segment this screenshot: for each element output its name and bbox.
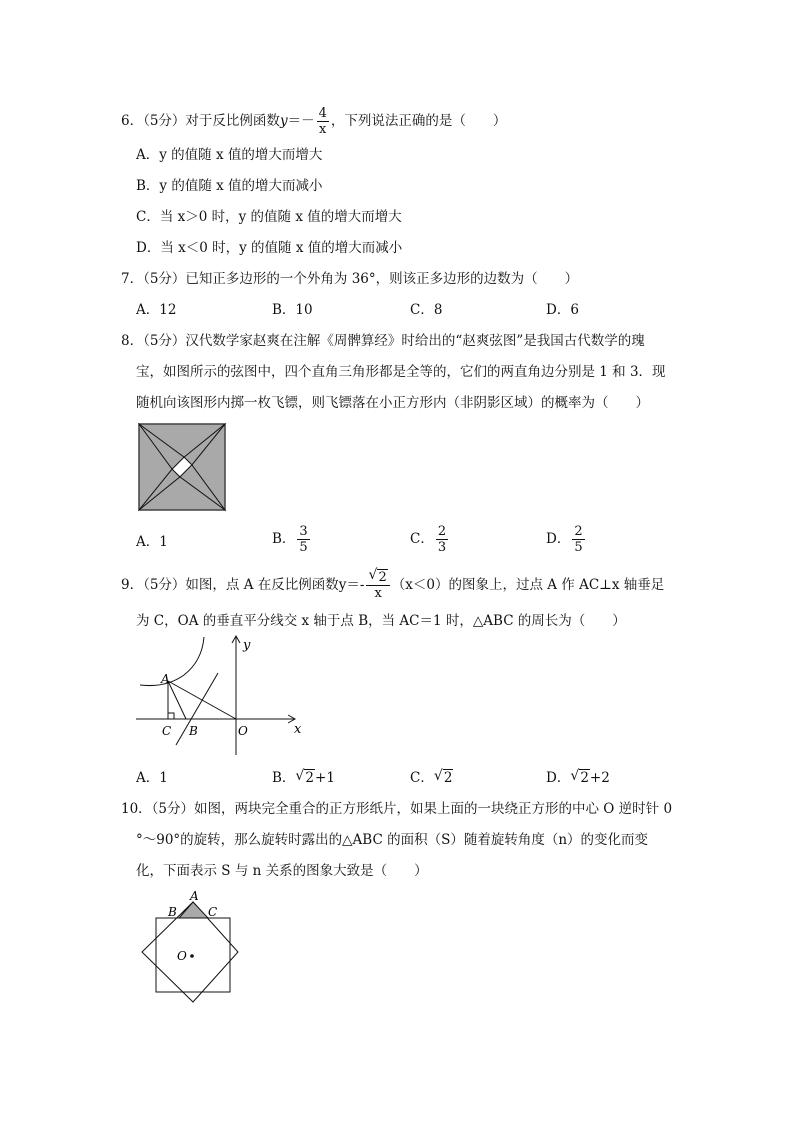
q10-stem-line-3: 化，下面表示 S 与 n 关系的图象大致是（ ） [136,863,428,879]
q8-option-a: A．1 [136,534,168,550]
q10-stem-line-2: °～90°的旋转，那么旋转时露出的△ABC 的面积（S）随着旋转角度（n）的变化而变 [136,832,649,848]
q6-fn-eq: ＝－ [287,113,315,129]
q8-stem-line-1: 8．（5分）汉代数学家赵爽在注解《周髀算经》时给出的“赵爽弦图”是我国古代数学的瑰 [121,333,645,349]
q9-option-a: A．1 [136,770,168,786]
label-b: B [168,905,177,919]
q8-stem-line-3: 随机向该图形内掷一枚飞镖，则飞镖落在小正方形内（非阴影区域）的概率为（ ） [136,395,649,411]
zhao-shuang-figure [138,423,228,513]
q6-fraction: $\frac{4}{x}$ [318,106,327,137]
q6-stem [121,106,506,137]
sqrt-sign-icon: √ [433,768,443,784]
label-a: A [190,889,199,903]
center-point [190,954,194,958]
q7-option-b: B．10 [272,302,313,318]
hyperbola-curve [140,637,204,686]
q6-option-b: B．y 的值随 x 值的增大而减小 [136,178,323,194]
q10-stem-line-1: 10．（5分）如图，两块完全重合的正方形纸片，如果上面的一块绕正方形的中心 O 逆时针 0 [121,801,673,817]
triangle-abc [179,902,208,918]
q10-rotated-squares-figure [134,888,254,1010]
label-c: C [162,724,172,738]
q9-fraction: √ 2 x [366,570,389,601]
label-x: x [294,722,302,737]
q9-option-c: C． √ 2 [410,768,453,786]
q8-option-c: C． $\frac{2}{3}$ [410,524,447,555]
q8-stem-line-2: 宝，如图所示的弦图中，四个直角三角形都是全等的，它们的两直角边分别是 1 和 3．现 [136,364,666,380]
q8-option-b: B． $\frac{3}{5}$ [272,524,308,555]
label-a: A [161,672,170,686]
label-b: B [189,724,198,738]
q9-stem-line-1: 9．（5分）如图，点 A 在反比例函数y＝- √ 2 x （x＜0）的图象上，过点 A 作 AC⊥x 轴垂足 [121,567,665,601]
q7-option-c: C．8 [410,302,443,318]
sqrt-sign-icon: √ [368,567,378,583]
q7-stem: 7．（5分）已知正多边形的一个外角为 36°，则该正多边形的边数为（ ） [121,271,579,287]
q9-coordinate-figure [134,633,306,758]
sqrt-sign-icon: √ [570,768,580,784]
q7-option-a: A．12 [136,302,177,318]
right-angle-mark [168,713,174,719]
label-c: C [208,905,218,919]
q8-option-d: D． $\frac{2}{5}$ [546,524,583,555]
label-y: y [243,638,251,653]
label-o: O [238,724,248,738]
q6-option-c: C．当 x＞0 时，y 的值随 x 值的增大而增大 [136,209,402,225]
q6-prefix: 6．（5分）对于反比例函数 [121,113,280,129]
q7-option-d: D．6 [546,302,579,318]
q6-suffix: ，下列说法正确的是（ ） [330,113,507,129]
q9-stem-line-2: 为 C，OA 的垂直平分线交 x 轴于点 B，当 AC＝1 时，△ABC 的周长为（ ） [136,613,626,629]
q9-option-b: B． √ 2+1 [272,768,335,786]
sqrt-sign-icon: √ [295,768,305,784]
q6-fn-var: y [279,113,288,129]
q6-option-d: D．当 x＜0 时，y 的值随 x 值的增大而减小 [136,240,403,256]
q6-option-a: A．y 的值随 x 值的增大而增大 [136,147,323,163]
label-o: O [177,949,187,963]
q9-option-d: D． √ 2+2 [546,768,610,786]
